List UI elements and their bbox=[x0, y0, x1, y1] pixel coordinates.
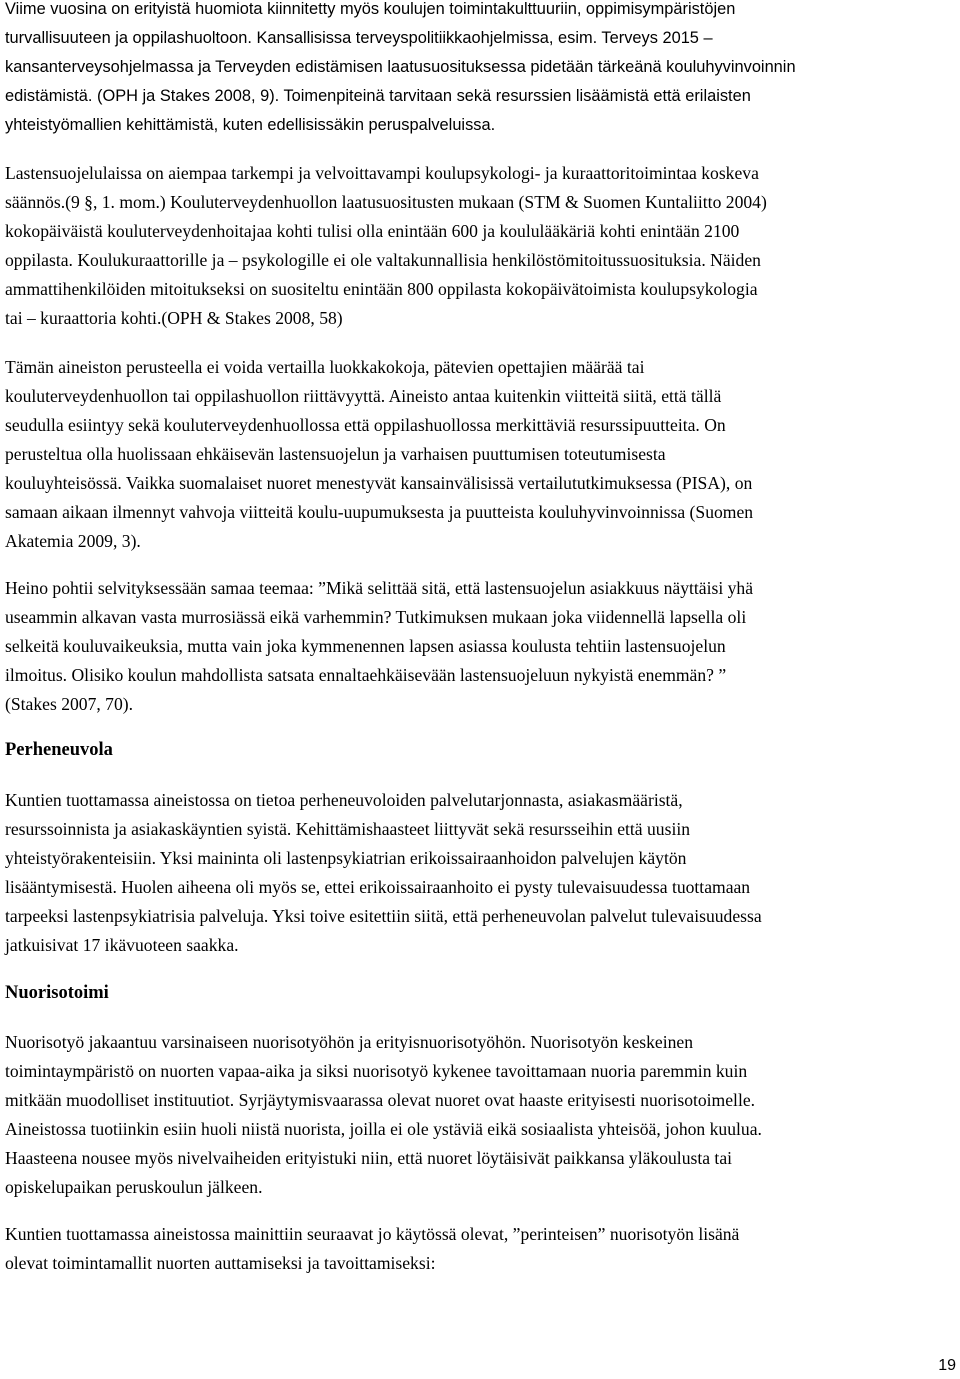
text-line: turvallisuuteen ja oppilashuoltoon. Kansallisissa terveyspolitiikkaohjelmissa, esim. Terveys 2015 – bbox=[5, 29, 713, 47]
paragraph-family-counselling bbox=[5, 786, 957, 960]
paragraph-resource-gaps bbox=[5, 353, 957, 556]
paragraph-youth-work bbox=[5, 1028, 957, 1202]
text-line: ammattihenkilöiden mitoitukseksi on suositeltu enintään 800 oppilasta kokopäivätoimista koulupsykologia bbox=[5, 279, 758, 299]
text-line: Haasteena nousee myös nivelvaiheiden erityistuki niin, että nuoret löytäisivät paikkansa yläkoulusta tai bbox=[5, 1148, 733, 1168]
section-heading-nuorisotoimi: Nuorisotoimi bbox=[5, 983, 109, 1003]
text-line: Kuntien tuottamassa aineistossa on tietoa perheneuvoloiden palvelutarjonnasta, asiakasmääristä, bbox=[5, 790, 683, 810]
text-line: opiskelupaikan peruskoulun jälkeen. bbox=[5, 1177, 263, 1197]
text-line: edistämistä. (OPH ja Stakes 2008, 9). Toimenpiteinä tarvitaan sekä resurssien lisäämistä että erilaisten bbox=[5, 87, 751, 105]
text-line: mitkään muodolliset instituutiot. Syrjäytymisvaarassa olevat nuoret ovat haaste erityisesti nuorisotoimelle. bbox=[5, 1090, 756, 1110]
text-line: oppilasta. Koulukuraattorille ja – psykologille ei ole valtakunnallisia henkilöstömitoitussuosituksia. Näiden bbox=[5, 250, 761, 270]
text-line: Akatemia 2009, 3). bbox=[5, 531, 141, 551]
text-line: resurssoinnista ja asiakaskäyntien syistä. Kehittämishaasteet liittyvät sekä resursseihin että uusiin bbox=[5, 819, 691, 839]
page-number: 19 bbox=[938, 1357, 956, 1374]
text-line: (Stakes 2007, 70). bbox=[5, 694, 134, 714]
text-line: selkeitä kouluvaikeuksia, mutta vain joka kymmenennen lapsen asiassa koulusta tehtiin lastensuojelun bbox=[5, 636, 726, 656]
text-line: kokopäiväistä kouluterveydenhoitajaa kohti tulisi olla enintään 600 ja koululääkäriä kohti enintään 2100 bbox=[5, 221, 740, 241]
text-line: tai – kuraattoria kohti.(OPH & Stakes 2008, 58) bbox=[5, 308, 343, 328]
text-line: Lastensuojelulaissa on aiempaa tarkempi ja velvoittavampi koulupsykologi- ja kuraattoritoimintaa koskeva bbox=[5, 163, 759, 183]
text-line: perusteltua olla huolissaan ehkäisevän lastensuojelun ja varhaisen puuttumisen toteutumisesta bbox=[5, 444, 666, 464]
text-line: samaan aikaan ilmennyt vahvoja viitteitä koulu-uupumuksesta ja puutteista kouluhyvinvoinnissa (Suomen bbox=[5, 502, 754, 522]
text-line: kouluterveydenhuollon tai oppilashuollon riittävyyttä. Aineisto antaa kuitenkin viitteitä siitä, että tällä bbox=[5, 386, 722, 406]
text-line: Heino pohtii selvityksessään samaa teemaa: ”Mikä selittää sitä, että lastensuojelun asiakkuus näyttäisi yhä bbox=[5, 578, 754, 598]
text-line: kansanterveysohjelmassa ja Terveyden edistämisen laatusuosituksessa pidetään tärkeänä kouluhyvinvoinnin bbox=[5, 58, 796, 76]
text-line: säännös.(9 §, 1. mom.) Kouluterveydenhuollon laatusuositusten mukaan (STM & Suomen Kuntaliitto 2004) bbox=[5, 192, 767, 212]
text-line: Viime vuosina on erityistä huomiota kiinnitetty myös koulujen toimintakulttuuriin, oppimisympäristöjen bbox=[5, 0, 736, 18]
text-line: olevat toimintamallit nuorten auttamiseksi ja tavoittamiseksi: bbox=[5, 1253, 436, 1273]
text-line: kouluyhteisössä. Vaikka suomalaiset nuoret menestyvät kansainvälisissä vertailututkimuksessa (PISA), on bbox=[5, 473, 753, 493]
text-line: jatkuisivat 17 ikävuoteen saakka. bbox=[5, 935, 239, 955]
text-line: toimintaympäristö on nuorten vapaa-aika ja siksi nuorisotyö kykenee tavoittamaan nuoria paremmin kuin bbox=[5, 1061, 748, 1081]
paragraph-heino-quote bbox=[5, 574, 957, 719]
text-line: useammin alkavan vasta murrosiässä eikä varhemmin? Tutkimuksen mukaan joka viidennellä lapsella oli bbox=[5, 607, 747, 627]
text-line: Tämän aineiston perusteella ei voida vertailla luokkakokoja, pätevien opettajien määrää tai bbox=[5, 357, 645, 377]
paragraph-child-welfare-law bbox=[5, 159, 957, 333]
text-line: Nuorisotyö jakaantuu varsinaiseen nuorisotyöhön ja erityisnuorisotyöhön. Nuorisotyön keskeinen bbox=[5, 1032, 694, 1052]
text-line: Kuntien tuottamassa aineistossa mainittiin seuraavat jo käytössä olevat, ”perinteisen” nuorisotyön lisänä bbox=[5, 1224, 740, 1244]
text-line: tarpeeksi lastenpsykiatrisia palveluja. Yksi toive esitettiin siitä, että perheneuvolan palvelut tulevaisuudessa bbox=[5, 906, 762, 926]
text-line: yhteistyörakenteisiin. Yksi maininta oli lastenpsykiatrian erikoissairaanhoidon palvelujen käytön bbox=[5, 848, 687, 868]
paragraph-school-culture bbox=[5, 0, 957, 140]
text-line: yhteistyömallien kehittämistä, kuten edellisissäkin peruspalveluissa. bbox=[5, 116, 496, 134]
text-line: seudulla esiintyy sekä kouluterveydenhuollossa että oppilashuollossa merkittäviä resurssipuutteita. On bbox=[5, 415, 726, 435]
text-line: ilmoitus. Olisiko koulun mahdollista satsata ennaltaehkäisevään lastensuojeluun nykyistä enemmän? ” bbox=[5, 665, 727, 685]
paragraph-youth-work-models bbox=[5, 1220, 957, 1278]
text-line: lisääntymisestä. Huolen aiheena oli myös se, ettei erikoissairaanhoito ei pysty tulevaisuudessa tuottamaan bbox=[5, 877, 751, 897]
section-heading-perheneuvola: Perheneuvola bbox=[5, 740, 113, 760]
text-line: Aineistossa tuotiinkin esiin huoli niistä nuorista, joilla ei ole ystäviä eikä sosiaalista yhteisöä, johon kuulua. bbox=[5, 1119, 762, 1139]
